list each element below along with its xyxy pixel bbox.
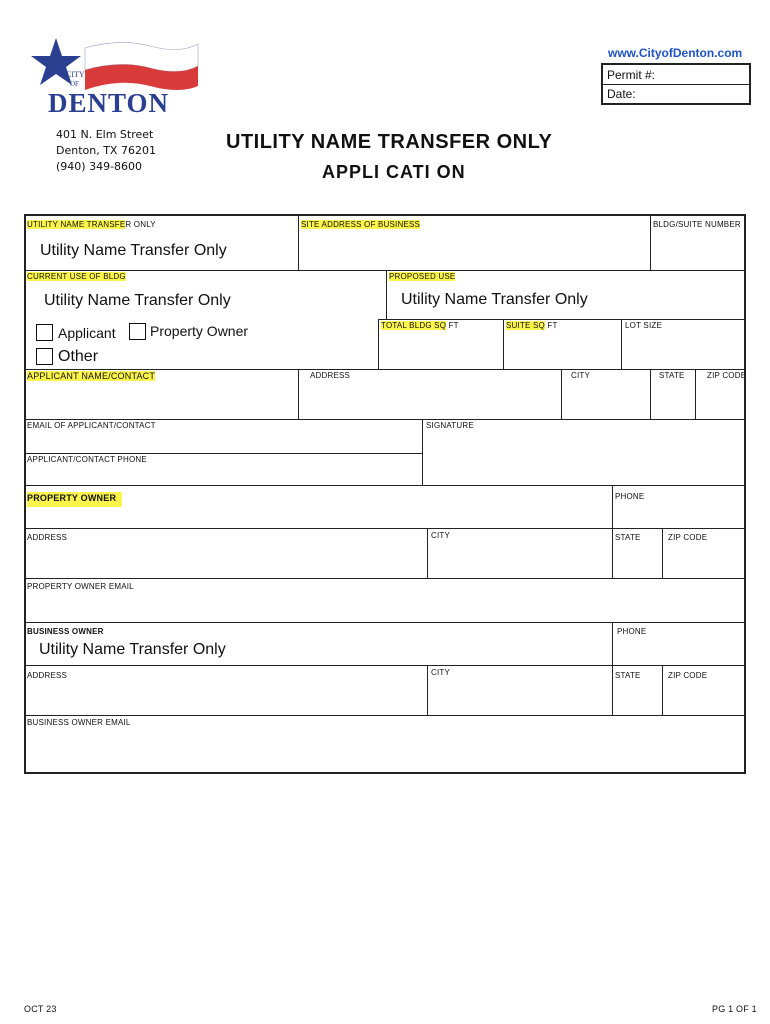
col-divider (427, 665, 428, 715)
col-divider (650, 215, 651, 270)
business-owner-city-field[interactable] (429, 682, 610, 713)
property-owner-address-label: ADDRESS (27, 533, 68, 542)
current-use-label: CURRENT USE OF BLDG (27, 272, 126, 281)
logo-of-text: OF (70, 80, 79, 88)
col-divider (662, 665, 663, 715)
col-divider (612, 485, 613, 528)
applicant-state-field[interactable] (652, 384, 693, 417)
footer-date-code: OCT 23 (24, 1004, 57, 1014)
row-divider (25, 665, 745, 666)
row-divider (25, 419, 745, 420)
site-address-field[interactable] (300, 232, 648, 268)
page-subtitle: APPLI CATI ON (322, 162, 466, 182)
city-phone: (940) 349-8600 (56, 160, 143, 173)
col-divider (422, 419, 423, 485)
property-owner-phone-label: PHONE (615, 492, 645, 501)
total-bldg-sqft-field[interactable] (380, 332, 501, 367)
address-line-2: Denton, TX 76201 (56, 144, 156, 157)
business-owner-zip-label: ZIP CODE (668, 671, 708, 680)
applicant-city-field[interactable] (563, 384, 648, 417)
applicant-address-label: ADDRESS (310, 371, 351, 380)
business-owner-state-label: STATE (615, 671, 641, 680)
row-divider (25, 715, 745, 716)
city-logo (30, 36, 202, 120)
col-divider (298, 215, 299, 270)
logo-denton-text: DENTON (48, 88, 170, 118)
utility-transfer-label (27, 220, 156, 229)
business-owner-field[interactable]: Utility Name Transfer Only (39, 641, 226, 658)
suite-sqft-label-rest: FT (547, 321, 558, 330)
row-divider (25, 270, 745, 271)
property-owner-option-label: Property Owner (150, 323, 249, 339)
business-owner-label: BUSINESS OWNER (27, 627, 104, 636)
property-owner-email-label: PROPERTY OWNER EMAIL (27, 582, 134, 591)
permit-row[interactable] (603, 65, 749, 85)
applicant-option-label: Applicant (58, 325, 116, 341)
lot-size-label: LOT SIZE (625, 321, 663, 330)
col-divider (621, 319, 622, 369)
bldg-suite-field[interactable] (652, 232, 744, 268)
col-divider (650, 369, 651, 419)
row-divider (378, 319, 745, 320)
business-owner-phone-field[interactable] (614, 639, 744, 663)
site-address-label: SITE ADDRESS OF BUSINESS (301, 220, 421, 229)
proposed-use-label: PROPOSED USE (389, 272, 456, 281)
page-title: UTILITY NAME TRANSFER ONLY (226, 131, 553, 153)
utility-transfer-label-highlight: UTILITY NAME TRANSFE (27, 220, 126, 229)
property-owner-address-field[interactable] (26, 545, 425, 576)
row-divider (25, 578, 745, 579)
permit-label: Permit #: (607, 68, 656, 82)
row-divider (25, 528, 745, 529)
property-owner-city-label: CITY (431, 531, 451, 540)
col-divider (612, 622, 613, 665)
business-owner-city-label: CITY (431, 668, 451, 677)
row-divider (25, 453, 422, 454)
business-owner-address-label: ADDRESS (27, 671, 68, 680)
col-divider (427, 528, 428, 578)
col-divider (612, 665, 613, 715)
suite-sqft-label (506, 321, 558, 330)
footer-page-number: PG 1 OF 1 (712, 1004, 757, 1014)
applicant-city-label: CITY (571, 371, 591, 380)
property-owner-state-label: STATE (615, 533, 641, 542)
business-owner-phone-label: PHONE (617, 627, 647, 636)
business-owner-email-field[interactable] (26, 730, 744, 772)
row-divider (25, 485, 745, 486)
address-line-1: 401 N. Elm Street (56, 128, 154, 141)
date-row[interactable] (603, 85, 749, 103)
current-use-field[interactable]: Utility Name Transfer Only (44, 292, 231, 309)
proposed-use-field[interactable]: Utility Name Transfer Only (401, 291, 588, 308)
property-owner-zip-label: ZIP CODE (668, 533, 708, 542)
suite-sqft-label-highlight: SUITE SQ (506, 321, 545, 330)
utility-transfer-field[interactable]: Utility Name Transfer Only (40, 242, 227, 259)
logo-city-text: CITY (66, 70, 85, 79)
total-bldg-sqft-label-rest: FT (448, 321, 459, 330)
date-label: Date: (607, 87, 636, 101)
property-owner-field[interactable] (26, 505, 610, 526)
property-owner-state-field[interactable] (614, 545, 660, 576)
property-owner-zip-field[interactable] (664, 545, 744, 576)
applicant-email-label: EMAIL OF APPLICANT/CONTACT (27, 421, 156, 430)
applicant-phone-field[interactable] (26, 466, 420, 484)
col-divider (378, 319, 379, 369)
col-divider (662, 528, 663, 578)
business-owner-zip-field[interactable] (664, 682, 744, 713)
total-bldg-sqft-label-highlight: TOTAL BLDG SQ (381, 321, 447, 330)
business-owner-state-field[interactable] (614, 682, 660, 713)
business-owner-address-field[interactable] (26, 682, 425, 713)
col-divider (503, 319, 504, 369)
col-divider (386, 270, 387, 319)
suite-sqft-field[interactable] (505, 332, 619, 367)
utility-transfer-label-rest: R ONLY (125, 220, 156, 229)
other-option-label: Other (58, 348, 99, 365)
applicant-email-field[interactable] (26, 432, 420, 452)
applicant-name-label: APPLICANT NAME/CONTACT (27, 371, 156, 381)
signature-field[interactable] (424, 432, 744, 483)
applicant-address-field[interactable] (300, 384, 559, 417)
col-divider (612, 528, 613, 578)
applicant-phone-label: APPLICANT/CONTACT PHONE (27, 455, 147, 464)
business-owner-email-label: BUSINESS OWNER EMAIL (27, 718, 131, 727)
applicant-checkbox[interactable] (36, 324, 53, 341)
property-owner-email-field[interactable] (26, 594, 744, 620)
applicant-zip-label: ZIP CODE (707, 371, 747, 380)
permit-date-box (601, 63, 751, 105)
applicant-name-field[interactable] (26, 384, 296, 417)
property-owner-label: PROPERTY OWNER (27, 492, 122, 507)
property-owner-city-field[interactable] (429, 545, 610, 576)
total-bldg-sqft-label (381, 321, 459, 330)
website-link[interactable]: www.CityofDenton.com (608, 46, 743, 60)
other-checkbox[interactable] (36, 348, 53, 365)
bldg-suite-label: BLDG/SUITE NUMBER (653, 220, 741, 229)
row-divider (25, 622, 745, 623)
applicant-state-label: STATE (659, 371, 685, 380)
property-owner-checkbox[interactable] (129, 323, 146, 340)
row-divider (25, 369, 745, 370)
col-divider (561, 369, 562, 419)
city-address (56, 127, 156, 175)
signature-label: SIGNATURE (426, 421, 474, 430)
lot-size-field[interactable] (623, 332, 744, 367)
col-divider (298, 369, 299, 419)
property-owner-phone-field[interactable] (614, 505, 744, 526)
applicant-zip-field[interactable] (697, 384, 744, 417)
col-divider (695, 369, 696, 419)
